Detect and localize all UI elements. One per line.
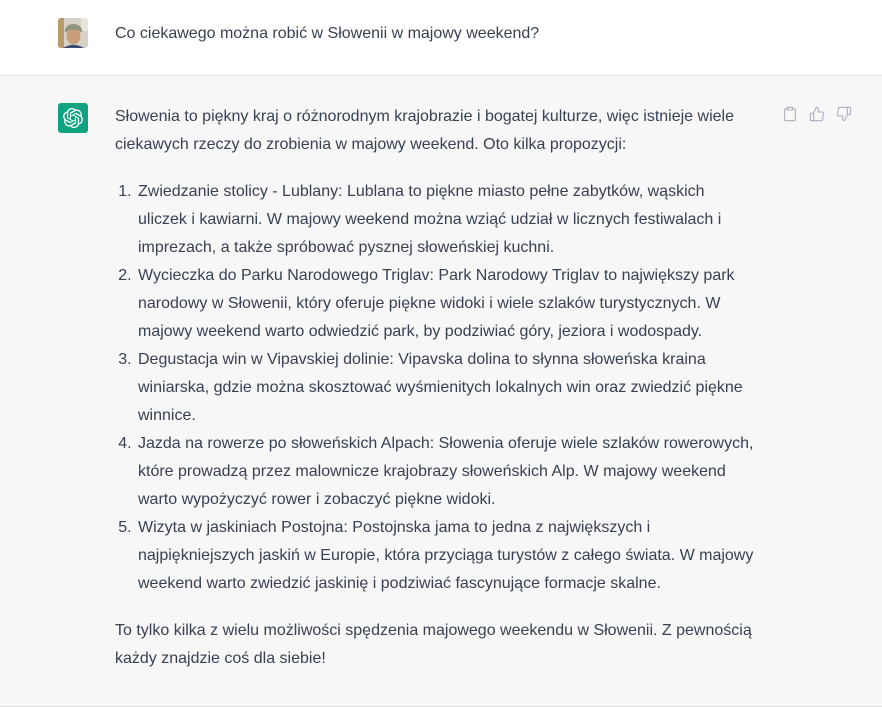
closing-paragraph: To tylko kilka z wielu możliwości spędzenia majowego weekendu w Słowenii. Z pewnością każdy znajdzie coś dla siebie! (115, 622, 752, 667)
thumbs-down-icon (836, 106, 852, 122)
list-item-2: 2. Wycieczka do Parku Narodowego Triglav: Park Narodowy Triglav to największy park narodowy w Słowenii, który oferuje piękne widoki i wiele szlaków turystycznych. W majowy weekend warto odwiedzić park, by podziwiać góry, jeziora i wodospady. (136, 262, 755, 346)
thumbs-up-button[interactable] (809, 106, 825, 122)
user-message-row (0, 0, 882, 76)
list-item-4: 4. Jazda na rowerze po słoweńskich Alpach: Słowenia oferuje wiele szlaków rowerowych, które prowadzą przez malownicze krajobrazy słoweńskich Alp. W majowy weekend warto wypożyczyć rower i zobaczyć piękne widoki. (136, 430, 755, 514)
assistant-message-row (0, 76, 882, 707)
list-item-5: 5. Wizyta w jaskiniach Postojna: Postojnska jama to jedna z największych i najpiękniejszych jaskiń w Europie, która przyciąga turystów z całego świata. W majowy weekend warto zwiedzić jaskinię i podziwiać fascynujące formacje skalne. (136, 514, 755, 598)
openai-logo-icon (63, 108, 83, 128)
user-message-text: Co ciekawego można robić w Słowenii w majowy weekend? (115, 25, 540, 42)
intro-paragraph: Słowenia to piękny kraj o różnorodnym krajobrazie i bogatej kulturze, więc istnieje wiele ciekawych rzeczy do zrobienia w majowy weekend. Oto kilka propozycji: (115, 108, 734, 153)
chatgpt-avatar (58, 103, 88, 133)
clipboard-icon (782, 106, 798, 122)
list-item-1: 1. Zwiedzanie stolicy - Lublany: Lublana to piękne miasto pełne zabytków, wąskich uliczek i kawiarni. W majowy weekend można wziąć udział w licznych festiwalach i imprezach, a także spróbować pysznej słoweńskiej kuchni. (136, 178, 755, 262)
user-avatar-photo (58, 18, 88, 48)
assistant-message-content (115, 103, 755, 673)
thumbs-down-button[interactable] (836, 106, 852, 122)
message-actions (782, 103, 852, 122)
copy-button[interactable] (782, 106, 798, 122)
list-item-3: 3. Degustacja win w Vipavskiej dolinie: Vipavska dolina to słynna słoweńska kraina winiarska, gdzie można skosztować wyśmienitych lokalnych win oraz zwiedzić piękne winnice. (136, 346, 755, 430)
thumbs-up-icon (809, 106, 825, 122)
user-avatar (58, 18, 88, 48)
suggestions-list (115, 178, 755, 598)
